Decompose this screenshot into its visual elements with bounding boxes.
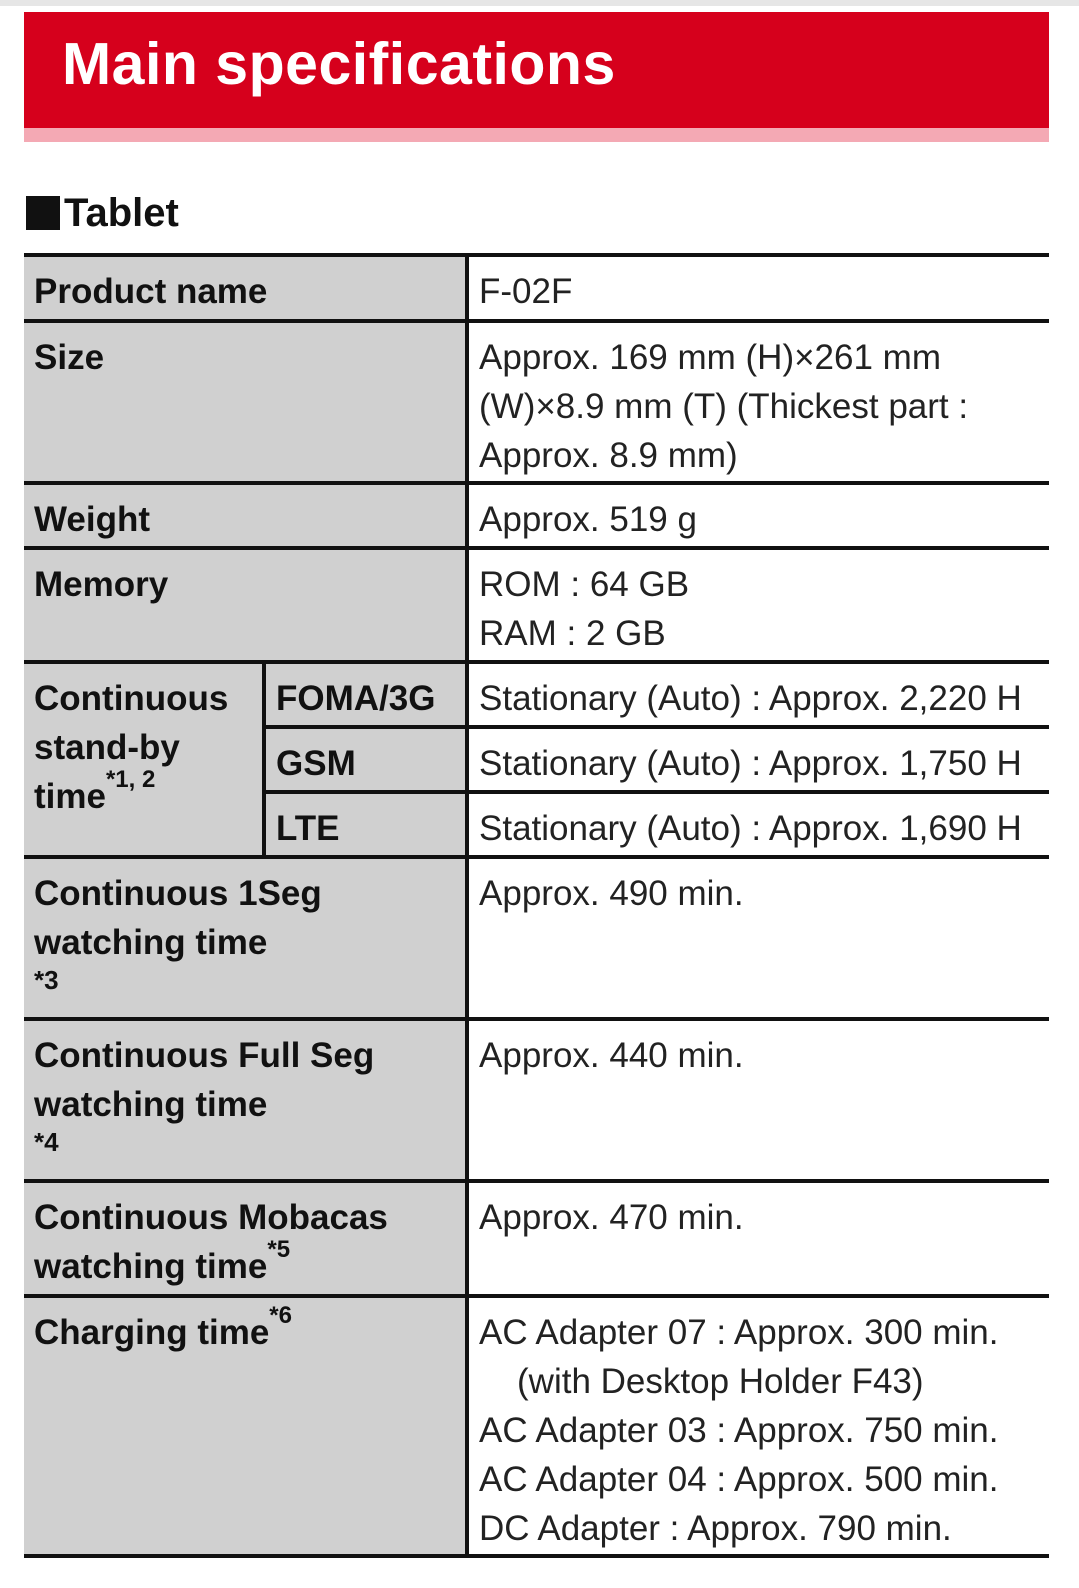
black-square-icon	[26, 196, 60, 230]
row-value	[467, 548, 1049, 662]
sub-label-lte: LTE	[264, 792, 467, 857]
row-value	[467, 321, 1049, 483]
value-line: DC Adapter : Approx. 790 min.	[479, 1509, 952, 1548]
footnote-ref: *5	[267, 1236, 291, 1263]
table-row-standby-foma	[24, 662, 1049, 727]
row-value: Stationary (Auto) : Approx. 1,690 H	[467, 792, 1049, 857]
label-line: Continuous Mobacas	[34, 1198, 388, 1237]
row-label: Weight	[24, 483, 467, 548]
label-line	[34, 1236, 455, 1291]
value-line: ROM : 64 GB	[479, 565, 690, 604]
footnote-ref: *1, 2	[105, 766, 156, 793]
row-value	[467, 1296, 1049, 1556]
label-line: Continuous	[34, 679, 229, 718]
row-label-standby	[24, 662, 264, 857]
top-border	[0, 0, 1079, 6]
label-text: watching time	[34, 1247, 268, 1286]
section-heading	[26, 190, 179, 236]
label-text: Charging time	[34, 1313, 270, 1352]
row-value: F-02F	[467, 255, 1049, 321]
label-line: Continuous Full Seg	[34, 1036, 375, 1075]
row-label: Product name	[24, 255, 467, 321]
row-value: Stationary (Auto) : Approx. 2,220 H	[467, 662, 1049, 727]
label-text: time	[34, 777, 106, 816]
footnote-ref: *6	[269, 1302, 292, 1329]
table-row-product-name	[24, 255, 1049, 321]
value-line: Approx. 169 mm (H)×261 mm	[479, 338, 941, 377]
row-label: Memory	[24, 548, 467, 662]
value-line: RAM : 2 GB	[479, 614, 666, 653]
section-heading-label: Tablet	[64, 190, 179, 235]
value-line: AC Adapter 07 : Approx. 300 min.	[479, 1313, 999, 1352]
value-line: (with Desktop Holder F43)	[517, 1362, 924, 1401]
value-line: AC Adapter 03 : Approx. 750 min.	[479, 1411, 999, 1450]
table-row-memory	[24, 548, 1049, 662]
value-line: AC Adapter 04 : Approx. 500 min.	[479, 1460, 999, 1499]
row-label	[24, 857, 467, 1019]
title-banner	[24, 12, 1049, 128]
value-line: Approx. 8.9 mm)	[479, 436, 738, 475]
label-line	[34, 1302, 455, 1357]
row-label	[24, 1019, 467, 1181]
row-label: Size	[24, 321, 467, 483]
page-title: Main specifications	[62, 31, 616, 97]
table-row-charging	[24, 1296, 1049, 1556]
row-value: Approx. 490 min.	[467, 857, 1049, 1019]
row-label	[24, 1296, 467, 1556]
value-line: (W)×8.9 mm (T) (Thickest part :	[479, 387, 969, 426]
spec-table	[24, 253, 1049, 1558]
footnote-ref: *4	[34, 1127, 59, 1157]
sub-label-gsm: GSM	[264, 727, 467, 792]
label-line	[34, 766, 252, 821]
table-row-fullseg	[24, 1019, 1049, 1181]
label-line: watching time	[34, 1085, 268, 1124]
label-line: Continuous 1Seg	[34, 874, 322, 913]
label-line: watching time	[34, 923, 268, 962]
sub-label-foma: FOMA/3G	[264, 662, 467, 727]
table-row-size	[24, 321, 1049, 483]
footnote-ref: *3	[34, 965, 59, 995]
table-row-mobacas	[24, 1181, 1049, 1296]
banner-accent-strip	[24, 128, 1049, 142]
row-value: Stationary (Auto) : Approx. 1,750 H	[467, 727, 1049, 792]
row-label	[24, 1181, 467, 1296]
row-value: Approx. 470 min.	[467, 1181, 1049, 1296]
table-row-oneseg	[24, 857, 1049, 1019]
row-value: Approx. 440 min.	[467, 1019, 1049, 1181]
row-value: Approx. 519 g	[467, 483, 1049, 548]
table-row-weight	[24, 483, 1049, 548]
label-line: stand-by	[34, 728, 180, 767]
